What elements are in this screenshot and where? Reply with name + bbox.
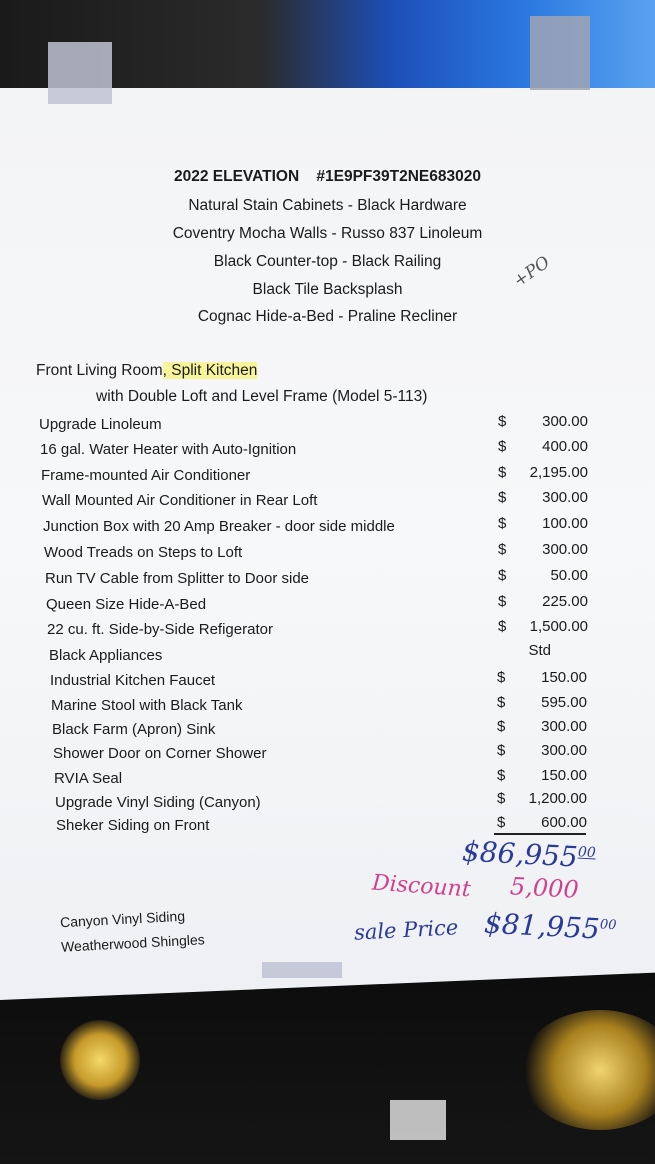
item-currency: $ [497, 742, 506, 759]
item-currency: $ [498, 413, 507, 430]
total-rule [494, 833, 586, 835]
item-amount: 595.00 [541, 694, 587, 711]
item-amount: Std [528, 642, 551, 659]
footer-shingles: Weatherwood Shingles [60, 931, 206, 955]
item-amount: 2,195.00 [529, 464, 588, 481]
handwritten-total-amount: $86,955 [461, 834, 579, 874]
item-label: Marine Stool with Black Tank [51, 697, 243, 714]
item-label: Junction Box with 20 Amp Breaker - door side middle [43, 518, 395, 535]
item-currency: $ [497, 718, 506, 735]
layout-kitchen-highlighted: , Split Kitchen [162, 362, 258, 379]
layout-description [36, 362, 257, 380]
item-label: Shower Door on Corner Shower [53, 745, 267, 762]
item-amount: 150.00 [541, 767, 587, 784]
item-amount: 225.00 [542, 593, 588, 610]
header-line-furniture: Cognac Hide-a-Bed - Praline Recliner [197, 308, 458, 325]
item-amount: 600.00 [541, 814, 587, 831]
item-currency: $ [498, 438, 507, 455]
tape-top-left [48, 42, 112, 104]
document-title: 2022 ELEVATION #1E9PF39T2NE683020 [173, 168, 481, 185]
item-currency: $ [498, 515, 507, 532]
header-line-cabinets: Natural Stain Cabinets - Black Hardware [188, 197, 467, 214]
light-glow-left [60, 1020, 140, 1100]
item-currency: $ [498, 464, 507, 481]
item-label: Wall Mounted Air Conditioner in Rear Loft [42, 492, 318, 509]
item-amount: 1,200.00 [528, 790, 587, 807]
footer-siding: Canyon Vinyl Siding [59, 907, 186, 931]
item-label: RVIA Seal [54, 770, 123, 787]
tape-bottom-center [262, 962, 342, 978]
item-amount: 300.00 [541, 718, 587, 735]
tape-bottom-tab [390, 1100, 446, 1140]
item-label: Run TV Cable from Splitter to Door side [45, 570, 310, 587]
item-amount: 300.00 [542, 489, 588, 506]
item-label: Black Farm (Apron) Sink [52, 721, 216, 738]
item-label: Queen Size Hide-A-Bed [46, 596, 207, 613]
item-amount: 300.00 [541, 742, 587, 759]
item-amount: 100.00 [542, 515, 588, 532]
item-currency: $ [497, 694, 506, 711]
item-currency: $ [498, 593, 507, 610]
handwritten-sale-label: sale Price [353, 915, 459, 945]
handwritten-sale-price [483, 907, 617, 947]
header-line-walls: Coventry Mocha Walls - Russo 837 Linoleum [172, 225, 483, 242]
item-amount: 150.00 [541, 669, 587, 686]
item-amount: 50.00 [550, 567, 588, 584]
item-currency: $ [497, 669, 506, 686]
item-amount: 300.00 [542, 413, 588, 430]
tape-top-right [530, 16, 590, 90]
item-label: Frame-mounted Air Conditioner [41, 467, 251, 484]
handwritten-discount-amount: 5,000 [509, 872, 580, 904]
handwritten-initials: +PO [509, 252, 554, 292]
item-label: 22 cu. ft. Side-by-Side Refigerator [47, 621, 273, 638]
handwritten-total [461, 835, 596, 875]
item-currency: $ [497, 767, 506, 784]
item-currency: $ [498, 618, 507, 635]
item-label: Upgrade Linoleum [39, 416, 162, 433]
layout-room: Front Living Room [36, 362, 163, 379]
layout-model: with Double Loft and Level Frame (Model 5-113) [96, 388, 428, 405]
item-amount: 300.00 [542, 541, 588, 558]
handwritten-total-cents: 00 [577, 844, 597, 862]
header-line-backsplash: Black Tile Backsplash [252, 281, 403, 298]
item-label: Wood Treads on Steps to Loft [44, 544, 243, 561]
header-line-countertop: Black Counter-top - Black Railing [213, 253, 442, 270]
item-label: Industrial Kitchen Faucet [50, 672, 216, 689]
item-label: 16 gal. Water Heater with Auto-Ignition [40, 441, 297, 458]
item-currency: $ [498, 541, 507, 558]
item-currency: $ [497, 814, 506, 831]
item-currency: $ [498, 567, 507, 584]
item-amount: 1,500.00 [529, 618, 588, 635]
item-label: Upgrade Vinyl Siding (Canyon) [55, 794, 261, 811]
item-currency: $ [498, 489, 507, 506]
handwritten-discount-label: Discount [371, 870, 472, 903]
handwritten-sale-cents: 00 [599, 917, 617, 934]
handwritten-sale-amount: $81,955 [483, 906, 601, 946]
item-label: Black Appliances [49, 647, 163, 664]
item-currency: $ [497, 790, 506, 807]
item-amount: 400.00 [542, 438, 588, 455]
item-label: Sheker Siding on Front [56, 817, 210, 834]
